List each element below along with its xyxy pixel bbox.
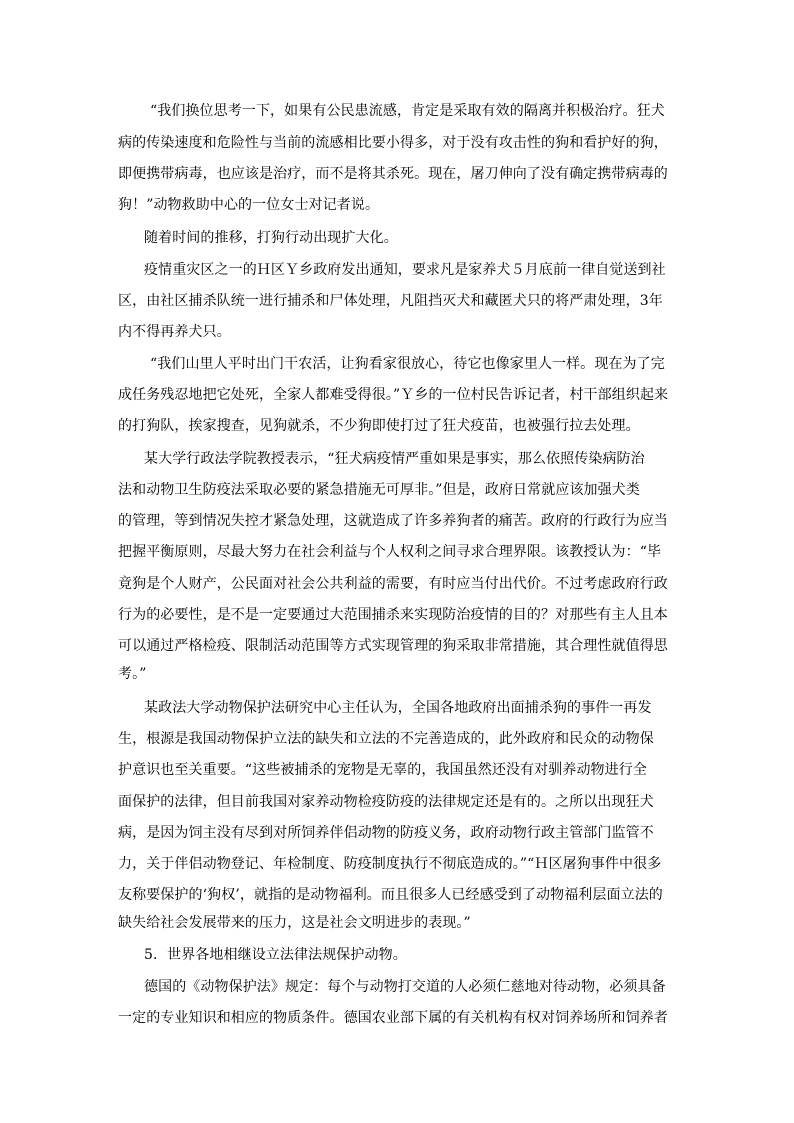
text-line: 生，根源是我国动物保护立法的缺失和立法的不完善造成的，此外政府和民众的动物保 (118, 731, 654, 747)
text-line: 面保护的法律，但目前我国对家养动物检疫防疫的法律规定还是有的。之所以出现狂犬 (118, 794, 654, 810)
text-line: 病的传染速度和危险性与当前的流感相比要小得多，对于没有攻击性的狗和看护好的狗， (118, 135, 668, 151)
text-line: 竟狗是个人财产，公民面对社会公共利益的需要，有时应当付出代价。不过考虑政府行政 (118, 576, 668, 592)
text-line: 法和动物卫生防疫法采取必要的紧急措施无可厚非。”但是，政府日常就应该加强犬类 (118, 482, 640, 498)
text-line: 力，关于伴侣动物登记、年检制度、防疫制度执行不彻底造成的。”“Ｈ区屠狗事件中很多 (118, 856, 662, 872)
text-line: 随着时间的推移，打狗行动出现扩大化。 (144, 230, 398, 246)
text-line: 成任务残忍地把它处死，全家人都难受得很。”Ｙ乡的一位村民告诉记者，村干部组织起来 (118, 387, 669, 403)
text-line: “我们换位思考一下，如果有公民患流感，肯定是采取有效的隔离并积极治疗。狂犬 (150, 103, 665, 119)
section-heading: 5．世界各地相继设立法律法规保护动物。 (144, 947, 407, 963)
text-line: 的打狗队，挨家搜查，见狗就杀，不少狗即使打过了狂犬疫苗，也被强行拉去处理。 (118, 418, 640, 434)
text-line: 某政法大学动物保护法研究中心主任认为，全国各地政府出面捕杀狗的事件一再发 (144, 700, 652, 716)
text-line: 可以通过严格检疫、限制活动范围等方式实现管理的狗采取非常措施，其合理性就值得思 (118, 638, 668, 654)
text-line: 一定的专业知识和相应的物质条件。德国农业部下属的有关机构有权对饲养场所和饲养者 (118, 1010, 668, 1026)
text-line: 区，由社区捕杀队统一进行捕杀和尸体处理，凡阻挡灭犬和藏匿犬只的将严肃处理，3年 (118, 293, 663, 309)
text-line: 友称要保护的‘狗权’，就指的是动物福利。而且很多人已经感受到了动物福利层面立法的 (118, 887, 663, 903)
text-line: 疫情重灾区之一的Ｈ区Ｙ乡政府发出通知，要求凡是家养犬５月底前一律自觉送到社 (144, 262, 666, 278)
text-line: 把握平衡原则，尽最大努力在社会利益与个人权利之间寻求合理界限。该教授认为：“毕 (118, 544, 662, 560)
text-line: 即便携带病毒，也应该是治疗，而不是将其杀死。现在，屠刀伸向了没有确定携带病毒的 (118, 166, 668, 182)
text-line: “我们山里人平时出门干农活，让狗看家很放心，待它也像家里人一样。现在为了完 (150, 356, 665, 372)
text-line: 的管理，等到情况失控才紧急处理，这就造成了许多养狗者的痛苦。政府的行政行为应当 (118, 513, 668, 529)
text-line: 行为的必要性，是不是一定要通过大范围捕杀来实现防治疫情的目的？对那些有主人且本 (118, 607, 668, 623)
text-line: 狗！”动物救助中心的一位女士对记者说。 (118, 197, 380, 213)
text-line: 考。” (118, 666, 147, 682)
text-line: 护意识也至关重要。“这些被捕杀的宠物是无辜的，我国虽然还没有对驯养动物进行全 (118, 762, 647, 778)
text-line: 某大学行政法学院教授表示，“狂犬病疫情严重如果是事实，那么依照传染病防治 (144, 451, 645, 467)
text-line: 内不得再养犬只。 (118, 324, 231, 340)
text-line: 缺失给社会发展带来的压力，这是社会文明进步的表现。” (118, 915, 471, 931)
text-line: 德国的《动物保护法》规定：每个与动物打交道的人必须仁慈地对待动物，必须具备 (144, 979, 666, 995)
text-line: 病，是因为饲主没有尽到对所饲养伴侣动物的防疫义务，政府动物行政主管部门监管不 (118, 825, 654, 841)
